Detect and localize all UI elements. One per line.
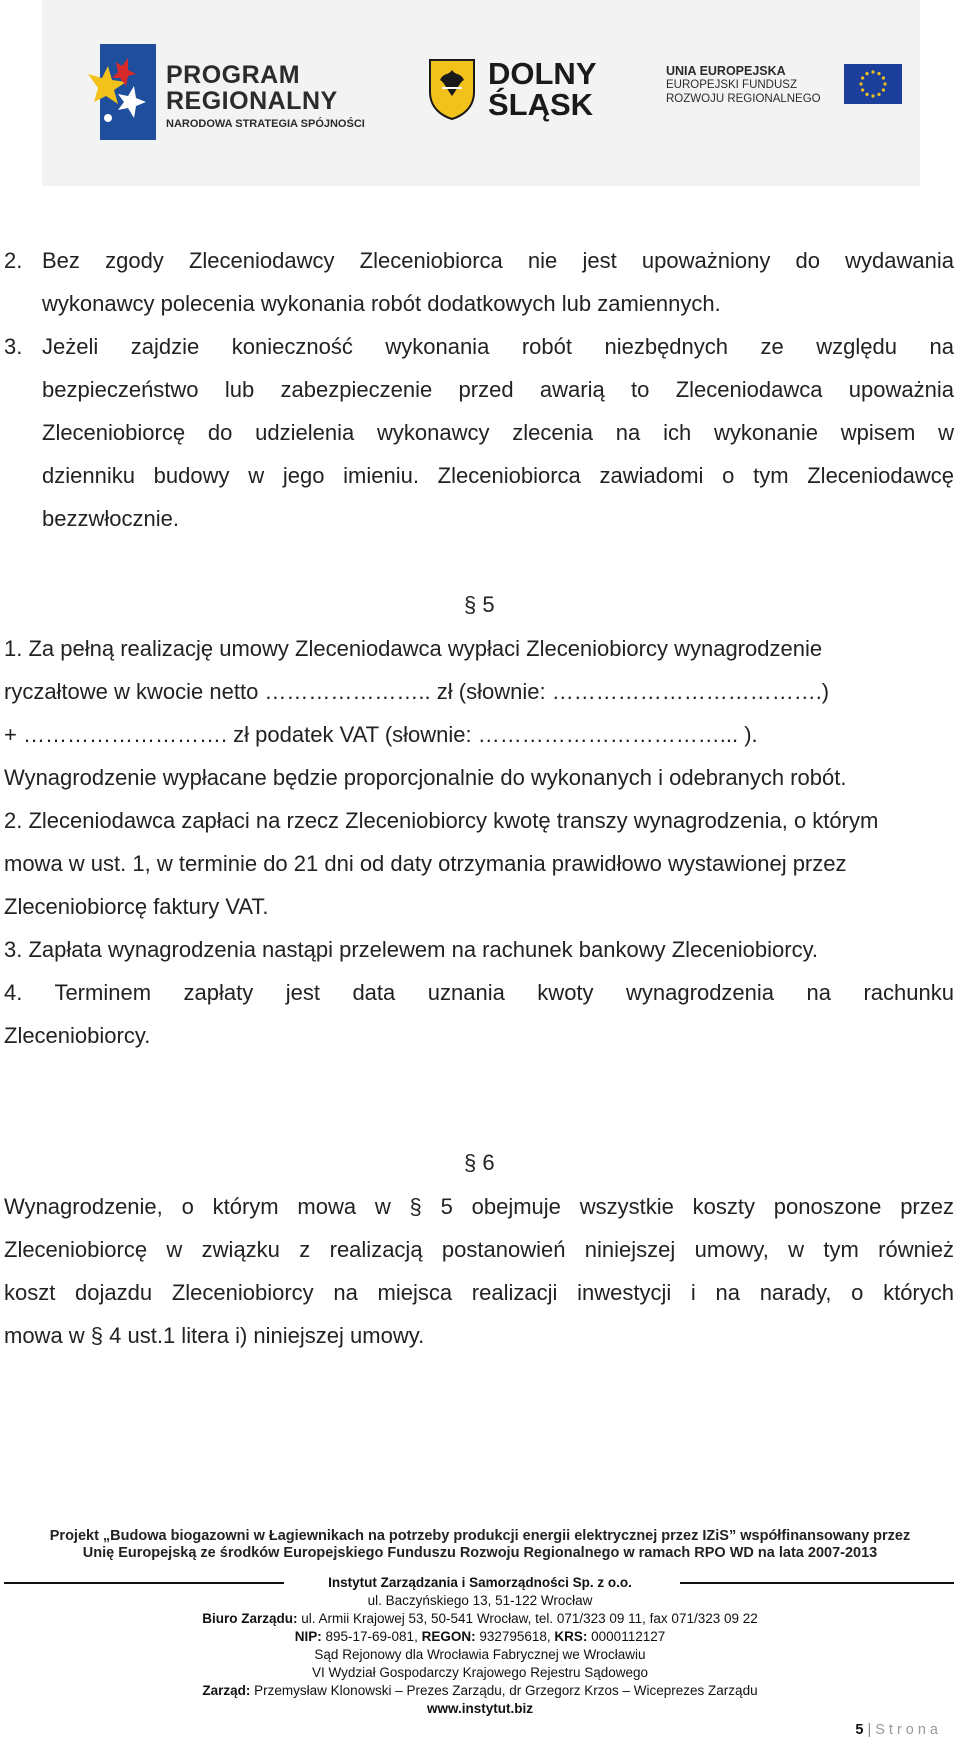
item-2-number: 2. (4, 248, 23, 273)
item-2-line2: wykonawcy polecenia wykonania robót dodatkowych lub zamiennych. (42, 291, 721, 316)
section5-line: Wynagrodzenie wypłacane będzie proporcjonalnie do wykonanych i odebranych robót. (4, 765, 847, 790)
page-number (855, 1722, 942, 1738)
footer-regon-value: 932795618, (475, 1629, 555, 1644)
program-regionalny-emblem (88, 44, 158, 144)
item-3-line1: Jeżeli zajdzie konieczność wykonania robót niezbędnych ze względu na (42, 334, 954, 359)
footer-address: ul. Baczyńskiego 13, 51-122 Wrocław (367, 1593, 593, 1608)
item-3-line5: bezzwłocznie. (42, 506, 179, 531)
section5-heading: § 5 (464, 592, 495, 617)
footer-board (0, 1682, 960, 1700)
footer-project-note (0, 1528, 960, 1562)
footer-registry (0, 1628, 960, 1646)
item-2-line1: Bez zgody Zleceniodawcy Zleceniobiorca nie jest upoważniony do wydawania (42, 248, 954, 273)
section6-line: koszt dojazdu Zleceniobiorcy na miejsca realizacji inwestycji i na narady, o których (4, 1280, 954, 1305)
program-logo-sub: NARODOWA STRATEGIA SPÓJNOŚCI (166, 118, 365, 130)
item-3-line4: dzienniku budowy w jego imieniu. Zleceniobiorca zawiadomi o tym Zleceniodawcę (42, 463, 954, 488)
footer-court1: Sąd Rejonowy dla Wrocławia Fabrycznej we Wrocławiu (314, 1647, 646, 1662)
footer-office-label: Biuro Zarządu: (202, 1611, 298, 1626)
section5-line: Zleceniobiorcy. (4, 1023, 151, 1048)
item-3-line2: bezpieczeństwo lub zabezpieczenie przed awarią to Zleceniodawca upoważnia (42, 377, 954, 402)
program-logo-line2: REGIONALNY (166, 87, 338, 115)
eu-line2: EUROPEJSKI FUNDUSZ (666, 79, 797, 91)
footer-regon-label: REGON: (421, 1629, 476, 1644)
page-word: Strona (875, 1722, 942, 1738)
footer-board-label: Zarząd: (202, 1683, 251, 1698)
footer-board-value: Przemysław Klonowski – Prezes Zarządu, dr Grzegorz Krzos – Wiceprezes Zarządu (250, 1683, 758, 1698)
section5-line: 1. Za pełną realizację umowy Zleceniodawca wypłaci Zleceniobiorcy wynagrodzenie (4, 636, 823, 661)
footer-court2: VI Wydział Gospodarczy Krajowego Rejestru Sądowego (311, 1665, 649, 1680)
program-logo-line1: PROGRAM (166, 61, 301, 89)
section5-line: ryczałtowe w kwocie netto ………………….. zł (słownie: ……………………………….) (4, 679, 830, 704)
section5-line: 3. Zapłata wynagrodzenia nastąpi przelewem na rachunek bankowy Zleceniobiorcy. (4, 937, 819, 962)
section5-line: 4. Terminem zapłaty jest data uznania kwoty wynagrodzenia na rachunku (4, 980, 954, 1005)
section6-line: Wynagrodzenie, o którym mowa w § 5 obejmuje wszystkie koszty ponoszone przez (4, 1194, 954, 1219)
eu-logo (666, 64, 906, 120)
eu-line1: UNIA EUROPEJSKA (666, 64, 786, 78)
footer-krs-value: 0000112127 (587, 1629, 666, 1644)
item-3-line3: Zleceniobiorcę do udzielenia wykonawcy zlecenia na ich wykonanie wpisem w (42, 420, 954, 445)
footer-nip-label: NIP: (294, 1629, 322, 1644)
page-number-value: 5 (855, 1722, 864, 1738)
program-regionalny-logo (88, 40, 388, 150)
footer-website[interactable]: www.instytut.biz (427, 1701, 533, 1716)
section5-line: + ………………………. zł podatek VAT (słownie: ……………………………... ). (4, 722, 758, 747)
dolny-slask-shield-icon (428, 58, 476, 120)
footer-project-line1: Projekt „Budowa biogazowni w Łagiewnikach na potrzeby produkcji energii elektrycznej przez IZiS” współfinansowany przez (49, 1528, 911, 1544)
eu-flag-icon (844, 64, 902, 104)
section5-line: Zleceniobiorcę faktury VAT. (4, 894, 269, 919)
footer-nip-value: 895-17-69-081, (321, 1629, 422, 1644)
page-number-separator: | (863, 1722, 876, 1738)
section6-line: mowa w § 4 ust.1 litera i) niniejszej umowy. (4, 1323, 425, 1348)
footer-institute: Instytut Zarządzania i Samorządności Sp. z o.o. (328, 1575, 632, 1590)
eu-line3: ROZWOJU REGIONALNEGO (666, 93, 821, 105)
item-3-number: 3. (4, 334, 23, 359)
region-logo-line1: DOLNY (488, 56, 597, 91)
footer-company-info (0, 1574, 960, 1718)
footer-office (0, 1610, 960, 1628)
section5-line: mowa w ust. 1, w terminie do 21 dni od daty otrzymania prawidłowo wystawionej przez (4, 851, 847, 876)
footer-office-value: ul. Armii Krajowej 53, 50-541 Wrocław, tel. 071/323 09 11, fax 071/323 09 22 (297, 1611, 758, 1626)
footer-project-line2: Unię Europejską ze środków Europejskiego Funduszu Rozwoju Regionalnego w ramach RPO WD na lata 2007-2013 (82, 1545, 878, 1561)
footer-krs-label: KRS: (554, 1629, 588, 1644)
section5-line: 2. Zleceniodawca zapłaci na rzecz Zleceniobiorcy kwotę transzy wynagrodzenia, o którym (4, 808, 879, 833)
section6-line: Zleceniobiorcę w związku z realizacją postanowień niniejszej umowy, w tym również (4, 1237, 954, 1262)
region-logo-line2: ŚLĄSK (488, 87, 594, 122)
section6-heading: § 6 (464, 1150, 495, 1175)
dolny-slask-logo (428, 58, 608, 122)
